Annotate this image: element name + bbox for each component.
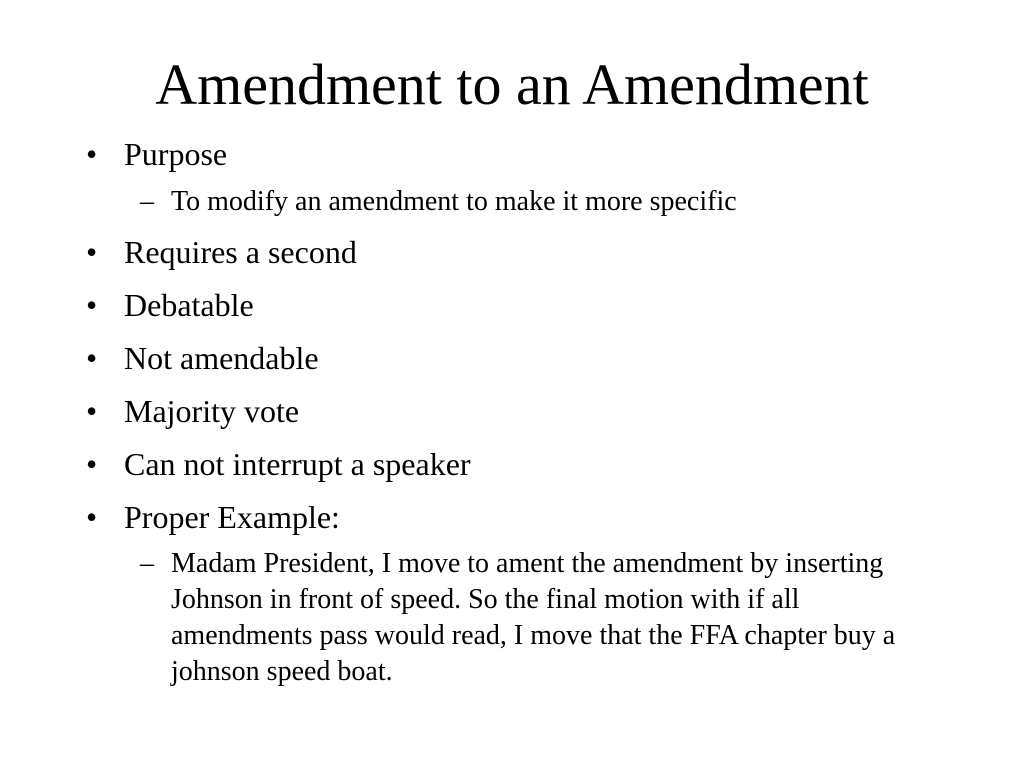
bullet-text: Debatable [124, 287, 254, 323]
bullet-item-majority-vote [86, 389, 299, 433]
bullet-icon: • [86, 234, 98, 270]
dash-icon: – [140, 186, 154, 217]
bullet-icon: • [86, 136, 98, 172]
bullet-text: Purpose [124, 136, 228, 172]
bullet-icon: • [86, 393, 98, 429]
sub-bullet-item-purpose-detail [140, 184, 940, 220]
dash-icon: – [140, 548, 154, 579]
sub-bullet-text: To modify an amendment to make it more specific [171, 186, 737, 217]
bullet-text: Requires a second [124, 234, 357, 270]
bullet-icon: • [86, 287, 98, 323]
bullet-item-second [86, 230, 357, 274]
bullet-text: Can not interrupt a speaker [124, 446, 471, 482]
bullet-item-proper-example [86, 495, 340, 539]
bullet-item-debatable [86, 283, 254, 327]
bullet-item-interrupt [86, 442, 471, 486]
bullet-icon: • [86, 340, 98, 376]
bullet-icon: • [86, 446, 98, 482]
bullet-icon: • [86, 499, 98, 535]
bullet-item-not-amendable [86, 336, 319, 380]
sub-bullet-item-example-text [140, 546, 940, 690]
bullet-text: Majority vote [124, 393, 300, 429]
bullet-text: Not amendable [124, 340, 319, 376]
bullet-text: Proper Example: [124, 499, 340, 535]
sub-bullet-text: Madam President, I move to ament the amendment by inserting Johnson in front of speed. So the final motion with if all amendments pass would read, I move that the FFA chapter buy a johnson speed boat. [171, 548, 896, 687]
slide-title: Amendment to an Amendment [155, 52, 869, 117]
bullet-item-purpose [86, 132, 227, 176]
